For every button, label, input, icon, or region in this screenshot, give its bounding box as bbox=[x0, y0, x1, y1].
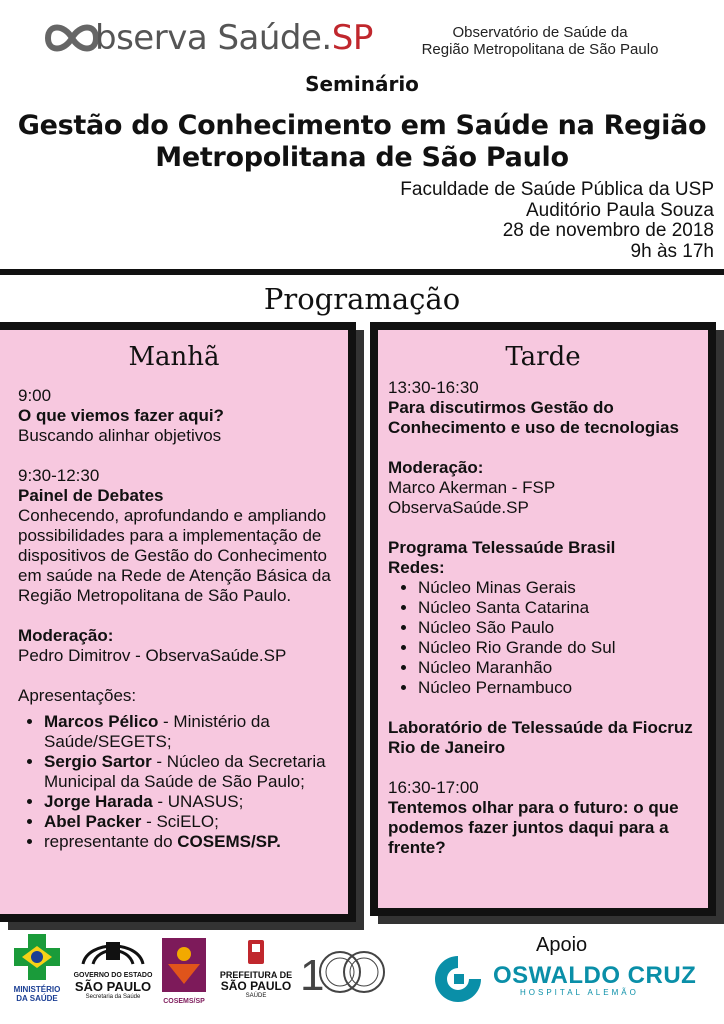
observatorio-label bbox=[405, 24, 675, 58]
morning-heading: Manhã bbox=[128, 342, 220, 372]
morning-session-1 bbox=[18, 386, 338, 446]
telessaude-block bbox=[388, 538, 698, 698]
event-date: 28 de novembro de 2018 bbox=[502, 220, 714, 241]
session-desc: Conhecendo, aprofundando e ampliando possibilidades para a implementação de dispositivos de Gestão do Conhecimento em saúde na Rede de Atenção Básica da Região Metropolitana de São Paulo. bbox=[18, 506, 331, 605]
list-item bbox=[44, 712, 338, 752]
governo-line2: SÃO PAULO bbox=[74, 979, 152, 994]
cosems-figure-icon bbox=[162, 938, 206, 992]
logo-main-text: bserva Saúde. bbox=[95, 18, 332, 58]
session-title: Painel de Debates bbox=[18, 486, 164, 505]
presenter-org: - Núcleo da Secretaria Municipal da Saúde de São Paulo; bbox=[44, 752, 326, 791]
telessaude-subtitle: Redes: bbox=[388, 558, 445, 577]
presenter-org: - SciELO; bbox=[141, 812, 219, 831]
oswaldo-cruz-name: OSWALDO CRUZ bbox=[493, 962, 697, 989]
telessaude-title: Programa Telessaúde Brasil bbox=[388, 538, 616, 557]
venue-line1: Faculdade de Saúde Pública da USP bbox=[400, 179, 714, 200]
oswaldo-cruz-icon bbox=[432, 954, 484, 1004]
presenter-name: Sergio Sartor bbox=[44, 752, 152, 771]
session-desc: Buscando alinhar objetivos bbox=[18, 426, 222, 445]
session-time: 9:00 bbox=[18, 386, 52, 405]
list-item: • Núcleo Maranhão bbox=[418, 658, 698, 678]
observa-logo-infinity-icon bbox=[44, 18, 100, 58]
ministerio-cross-icon bbox=[10, 934, 64, 980]
prefeitura-line1: PREFEITURA DE bbox=[219, 970, 293, 980]
presenter-name: COSEMS/SP. bbox=[177, 832, 281, 851]
moderation-org: ObservaSaúde.SP bbox=[388, 498, 529, 517]
list-item bbox=[44, 792, 338, 812]
presenter-name: Marcos Pélico bbox=[44, 712, 159, 731]
presenter-name: Abel Packer bbox=[44, 812, 142, 831]
list-item: • Núcleo Pernambuco bbox=[418, 678, 698, 698]
session-time: 16:30-17:00 bbox=[388, 778, 479, 797]
svg-text:1: 1 bbox=[300, 951, 325, 998]
observatorio-line2: Região Metropolitana de São Paulo bbox=[421, 41, 659, 58]
observatorio-line1: Observatório de Saúde da bbox=[452, 24, 628, 41]
list-item bbox=[44, 812, 338, 832]
presentations-label: Apresentações: bbox=[18, 686, 137, 705]
presenter-name: Jorge Harada bbox=[44, 792, 153, 811]
venue-info bbox=[400, 180, 714, 262]
session-title: Para discutirmos Gestão do Conhecimento e uso de tecnologias bbox=[388, 398, 679, 437]
afternoon-moderation bbox=[388, 458, 698, 518]
cosems-logo bbox=[162, 938, 206, 1006]
list-item: • Núcleo Rio Grande do Sul bbox=[418, 638, 698, 658]
presentations-list bbox=[18, 712, 338, 852]
governo-crest-icon bbox=[68, 936, 158, 966]
ministerio-text: MINISTÉRIO DA SAÚDE bbox=[13, 985, 61, 1003]
logo-accent-text: SP bbox=[331, 18, 373, 58]
event-time: 9h às 17h bbox=[630, 240, 714, 262]
ministerio-logo bbox=[10, 934, 64, 1003]
moderation-label: Moderação: bbox=[18, 626, 114, 645]
cosems-text: COSEMS/SP bbox=[163, 998, 205, 1005]
prefeitura-logo bbox=[214, 938, 298, 1001]
moderation-label: Moderação: bbox=[388, 458, 484, 477]
afternoon-session-1 bbox=[388, 378, 698, 438]
prefeitura-line2: SÃO PAULO bbox=[220, 979, 292, 993]
session-title: Tentemos olhar para o futuro: o que podemos fazer juntos daqui para a frente? bbox=[388, 798, 679, 857]
afternoon-heading: Tarde bbox=[505, 342, 581, 372]
observa-logo bbox=[95, 18, 373, 58]
morning-moderation bbox=[18, 626, 338, 666]
list-item: • Núcleo São Paulo bbox=[418, 618, 698, 638]
oswaldo-cruz-sub: HOSPITAL ALEMÃO bbox=[520, 988, 639, 997]
divider bbox=[0, 269, 724, 275]
lab-title: Laboratório de Telessaúde da Fiocruz Rio de Janeiro bbox=[388, 718, 693, 757]
seminar-label: Seminário bbox=[305, 72, 419, 96]
governo-sp-logo bbox=[68, 936, 158, 1002]
presenter-org: representante do bbox=[44, 832, 178, 851]
nucleos-list bbox=[388, 578, 698, 698]
list-item: • Núcleo Minas Gerais bbox=[418, 578, 698, 598]
list-item bbox=[44, 832, 338, 852]
apoio-label: Apoio bbox=[536, 934, 588, 956]
venue-line2: Auditório Paula Souza bbox=[525, 199, 714, 221]
list-item bbox=[44, 752, 338, 792]
title-line1: Gestão do Conhecimento em Saúde na Região bbox=[17, 110, 707, 141]
afternoon-panel bbox=[370, 322, 716, 916]
presenter-org: - UNASUS; bbox=[152, 792, 244, 811]
moderation-name: Pedro Dimitrov - ObservaSaúde.SP bbox=[18, 646, 287, 665]
moderation-name: Marco Akerman - FSP bbox=[388, 478, 556, 497]
usp-100-anos-logo bbox=[298, 946, 388, 998]
session-time: 9:30-12:30 bbox=[18, 466, 100, 485]
page-title bbox=[10, 110, 714, 174]
afternoon-session-2 bbox=[388, 778, 698, 858]
presenter-org: - Ministério da Saúde/SEGETS; bbox=[44, 712, 270, 751]
governo-line1: GOVERNO DO ESTADO bbox=[73, 972, 153, 979]
morning-session-2 bbox=[18, 466, 338, 606]
title-line2: Metropolitana de São Paulo bbox=[155, 142, 569, 173]
prefeitura-line3: SAÚDE bbox=[245, 993, 267, 999]
list-item: • Núcleo Santa Catarina bbox=[418, 598, 698, 618]
prefeitura-crest-icon bbox=[214, 938, 298, 966]
session-title: O que viemos fazer aqui? bbox=[18, 406, 224, 425]
session-time: 13:30-16:30 bbox=[388, 378, 479, 397]
morning-panel bbox=[0, 322, 356, 922]
governo-line3: Secretaria da Saúde bbox=[85, 994, 141, 1000]
program-title: Programação bbox=[263, 282, 461, 316]
